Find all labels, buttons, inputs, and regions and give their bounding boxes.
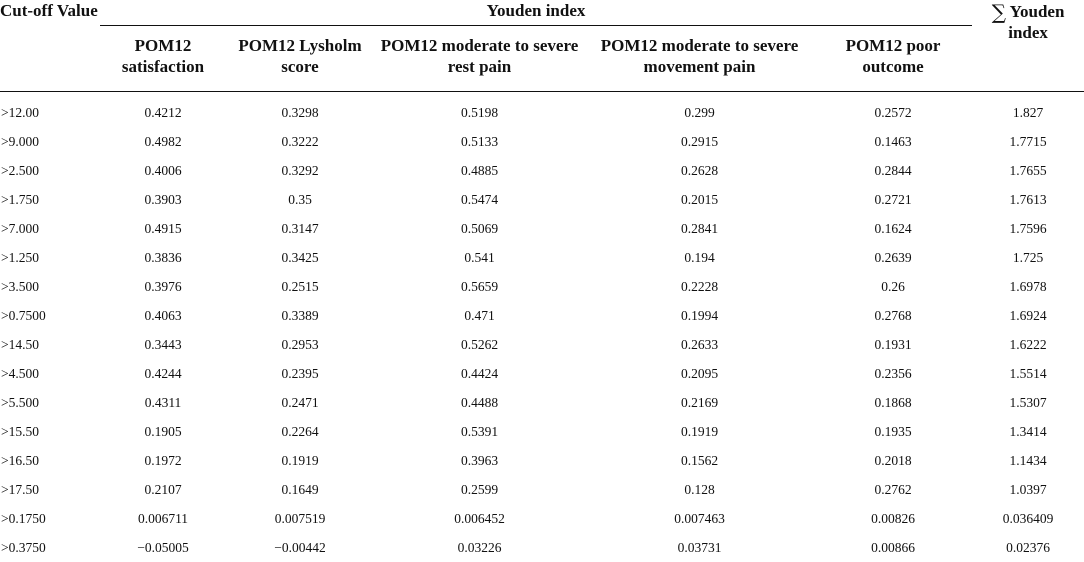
sum-cell: 1.3414	[972, 417, 1084, 446]
rest-pain-cell: 0.5198	[374, 92, 585, 128]
lysholm-cell: 0.2395	[226, 359, 374, 388]
movement-pain-cell: 0.299	[585, 92, 814, 128]
satisfaction-cell: 0.4063	[100, 301, 226, 330]
table-row	[0, 301, 1084, 330]
poor-outcome-cell: 0.2721	[814, 185, 972, 214]
satisfaction-cell: 0.3976	[100, 272, 226, 301]
col-header-lysholm: POM12 Lysholm score	[226, 26, 374, 92]
cutoff-cell: >9.000	[0, 127, 100, 156]
rest-pain-cell: 0.2599	[374, 475, 585, 504]
poor-outcome-cell: 0.1624	[814, 214, 972, 243]
rest-pain-cell: 0.5391	[374, 417, 585, 446]
col-header-rest-pain: POM12 moderate to severe rest pain	[374, 26, 585, 92]
table-row	[0, 475, 1084, 504]
movement-pain-cell: 0.2169	[585, 388, 814, 417]
movement-pain-cell: 0.2228	[585, 272, 814, 301]
satisfaction-cell: 0.4244	[100, 359, 226, 388]
sum-cell: 0.02376	[972, 533, 1084, 562]
movement-pain-cell: 0.2015	[585, 185, 814, 214]
satisfaction-cell: 0.2107	[100, 475, 226, 504]
lysholm-cell: 0.3292	[226, 156, 374, 185]
poor-outcome-cell: 0.2768	[814, 301, 972, 330]
poor-outcome-cell: 0.1463	[814, 127, 972, 156]
sum-cell: 1.0397	[972, 475, 1084, 504]
sum-cell: 1.7613	[972, 185, 1084, 214]
table-row	[0, 330, 1084, 359]
satisfaction-cell: 0.4915	[100, 214, 226, 243]
lysholm-cell: 0.35	[226, 185, 374, 214]
rest-pain-cell: 0.5474	[374, 185, 585, 214]
lysholm-cell: 0.2515	[226, 272, 374, 301]
satisfaction-cell: −0.05005	[100, 533, 226, 562]
sum-cell: 1.7715	[972, 127, 1084, 156]
col-header-poor-outcome: POM12 poor outcome	[814, 26, 972, 92]
table-row	[0, 243, 1084, 272]
movement-pain-cell: 0.128	[585, 475, 814, 504]
cutoff-cell: >7.000	[0, 214, 100, 243]
movement-pain-cell: 0.03731	[585, 533, 814, 562]
cutoff-header: Cut-off Value	[0, 0, 100, 92]
table-row	[0, 388, 1084, 417]
sum-cell: 1.827	[972, 92, 1084, 128]
lysholm-cell: 0.3222	[226, 127, 374, 156]
cutoff-cell: >2.500	[0, 156, 100, 185]
satisfaction-cell: 0.3903	[100, 185, 226, 214]
satisfaction-cell: 0.4212	[100, 92, 226, 128]
lysholm-cell: 0.3425	[226, 243, 374, 272]
table-row	[0, 417, 1084, 446]
cutoff-cell: >4.500	[0, 359, 100, 388]
table-row	[0, 446, 1084, 475]
lysholm-cell: 0.3389	[226, 301, 374, 330]
satisfaction-cell: 0.1905	[100, 417, 226, 446]
cutoff-cell: >15.50	[0, 417, 100, 446]
poor-outcome-cell: 0.1868	[814, 388, 972, 417]
cutoff-cell: >0.1750	[0, 504, 100, 533]
poor-outcome-cell: 0.00826	[814, 504, 972, 533]
rest-pain-cell: 0.006452	[374, 504, 585, 533]
movement-pain-cell: 0.2628	[585, 156, 814, 185]
rest-pain-cell: 0.471	[374, 301, 585, 330]
poor-outcome-cell: 0.1935	[814, 417, 972, 446]
table-row	[0, 214, 1084, 243]
satisfaction-cell: 0.3836	[100, 243, 226, 272]
sum-youden-header	[972, 0, 1084, 92]
table-row	[0, 185, 1084, 214]
poor-outcome-cell: 0.2844	[814, 156, 972, 185]
rest-pain-cell: 0.4885	[374, 156, 585, 185]
movement-pain-cell: 0.2095	[585, 359, 814, 388]
lysholm-cell: 0.3298	[226, 92, 374, 128]
lysholm-cell: −0.00442	[226, 533, 374, 562]
cutoff-cell: >12.00	[0, 92, 100, 128]
cutoff-cell: >3.500	[0, 272, 100, 301]
rest-pain-cell: 0.4488	[374, 388, 585, 417]
poor-outcome-cell: 0.2018	[814, 446, 972, 475]
rest-pain-cell: 0.03226	[374, 533, 585, 562]
movement-pain-cell: 0.194	[585, 243, 814, 272]
cutoff-cell: >17.50	[0, 475, 100, 504]
poor-outcome-cell: 0.2762	[814, 475, 972, 504]
satisfaction-cell: 0.006711	[100, 504, 226, 533]
poor-outcome-cell: 0.1931	[814, 330, 972, 359]
movement-pain-cell: 0.1562	[585, 446, 814, 475]
poor-outcome-cell: 0.2356	[814, 359, 972, 388]
rest-pain-cell: 0.4424	[374, 359, 585, 388]
sum-cell: 1.6978	[972, 272, 1084, 301]
lysholm-cell: 0.1919	[226, 446, 374, 475]
sum-cell: 1.6222	[972, 330, 1084, 359]
lysholm-cell: 0.2471	[226, 388, 374, 417]
poor-outcome-cell: 0.26	[814, 272, 972, 301]
col-header-satisfaction: POM12 satisfaction	[100, 26, 226, 92]
table-row	[0, 359, 1084, 388]
sum-cell: 1.7596	[972, 214, 1084, 243]
cutoff-cell: >1.250	[0, 243, 100, 272]
poor-outcome-cell: 0.00866	[814, 533, 972, 562]
cutoff-cell: >0.3750	[0, 533, 100, 562]
cutoff-cell: >5.500	[0, 388, 100, 417]
table-row	[0, 127, 1084, 156]
lysholm-cell: 0.1649	[226, 475, 374, 504]
cutoff-cell: >1.750	[0, 185, 100, 214]
col-header-movement-pain: POM12 moderate to severe movement pain	[585, 26, 814, 92]
sum-cell: 0.036409	[972, 504, 1084, 533]
rest-pain-cell: 0.5069	[374, 214, 585, 243]
poor-outcome-cell: 0.2639	[814, 243, 972, 272]
satisfaction-cell: 0.4006	[100, 156, 226, 185]
sum-cell: 1.7655	[972, 156, 1084, 185]
satisfaction-cell: 0.4982	[100, 127, 226, 156]
movement-pain-cell: 0.1994	[585, 301, 814, 330]
movement-pain-cell: 0.2915	[585, 127, 814, 156]
rest-pain-cell: 0.541	[374, 243, 585, 272]
cutoff-cell: >0.7500	[0, 301, 100, 330]
cutoff-cell: >14.50	[0, 330, 100, 359]
table-row	[0, 272, 1084, 301]
sum-cell: 1.1434	[972, 446, 1084, 475]
lysholm-cell: 0.3147	[226, 214, 374, 243]
poor-outcome-cell: 0.2572	[814, 92, 972, 128]
rest-pain-cell: 0.3963	[374, 446, 585, 475]
movement-pain-cell: 0.2633	[585, 330, 814, 359]
cutoff-cell: >16.50	[0, 446, 100, 475]
rest-pain-cell: 0.5659	[374, 272, 585, 301]
satisfaction-cell: 0.4311	[100, 388, 226, 417]
table-body	[0, 92, 1084, 562]
table-row	[0, 92, 1084, 128]
sum-cell: 1.725	[972, 243, 1084, 272]
rest-pain-cell: 0.5133	[374, 127, 585, 156]
lysholm-cell: 0.2264	[226, 417, 374, 446]
movement-pain-cell: 0.2841	[585, 214, 814, 243]
sum-youden-label: Youden index	[1008, 2, 1064, 42]
sum-cell: 1.5514	[972, 359, 1084, 388]
satisfaction-cell: 0.1972	[100, 446, 226, 475]
table-row	[0, 156, 1084, 185]
lysholm-cell: 0.2953	[226, 330, 374, 359]
youden-index-group-header: Youden index	[100, 0, 972, 26]
sum-symbol: ∑	[992, 0, 1006, 24]
rest-pain-cell: 0.5262	[374, 330, 585, 359]
sum-cell: 1.5307	[972, 388, 1084, 417]
movement-pain-cell: 0.007463	[585, 504, 814, 533]
movement-pain-cell: 0.1919	[585, 417, 814, 446]
satisfaction-cell: 0.3443	[100, 330, 226, 359]
table-row	[0, 504, 1084, 533]
sum-cell: 1.6924	[972, 301, 1084, 330]
table-row	[0, 533, 1084, 562]
lysholm-cell: 0.007519	[226, 504, 374, 533]
